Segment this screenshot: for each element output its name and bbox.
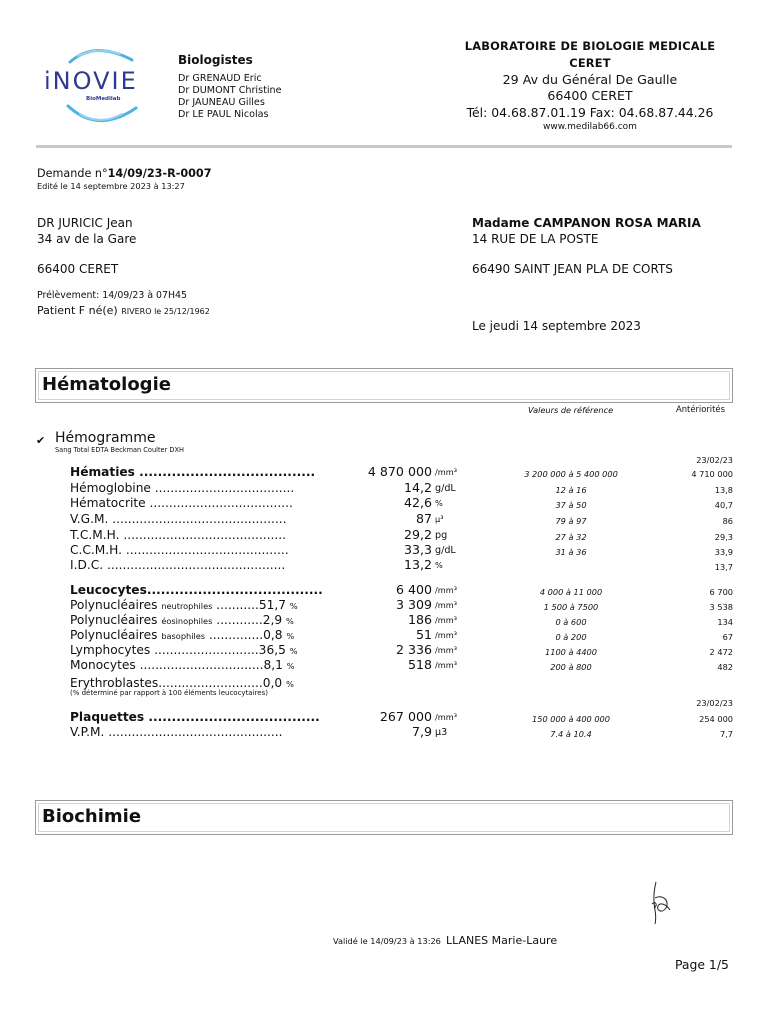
patient-name: Madame CAMPANON ROSA MARIA	[472, 216, 701, 230]
row-value: 42,6	[403, 495, 432, 510]
patient-street: 14 RUE DE LA POSTE	[472, 232, 599, 246]
row-unit: g/dL	[435, 483, 456, 494]
page-number: Page 1/5	[675, 957, 729, 972]
row-ref: 27 à 32	[555, 532, 587, 542]
edited-date: Edité le 14 septembre 2023 à 13:27	[37, 181, 185, 191]
label-unit: %	[285, 616, 294, 626]
row-unit: µ3	[435, 727, 448, 738]
ref-header: Valeurs de référence	[528, 405, 614, 415]
row-value: 14,2	[403, 480, 432, 495]
row-value: 2 336	[395, 642, 432, 657]
row-value: 29,2	[403, 527, 432, 542]
row-value: 186	[407, 612, 432, 627]
row-prior: 482	[717, 662, 733, 672]
label-sub: éosinophiles	[161, 616, 213, 626]
row-label: Hématocrite .....................................	[70, 496, 293, 510]
birth-detail: RIVERO le 25/12/1962	[121, 307, 210, 316]
row-prior: 7,7	[719, 729, 733, 739]
doctor-street: 34 av de la Gare	[37, 232, 137, 246]
label-unit: %	[286, 631, 295, 641]
row-prior: 13,7	[714, 562, 733, 572]
hemogram-title: Hémogramme	[55, 430, 156, 446]
patient-birth	[37, 304, 210, 317]
row-value: 267 000	[379, 709, 432, 724]
check-icon: ✔	[36, 434, 46, 447]
row-label: V.P.M. .............................................	[70, 725, 283, 739]
label-percent: ...........51,7	[216, 598, 287, 612]
row-prior: 67	[722, 632, 733, 642]
biochemistry-section-header	[35, 800, 733, 835]
signature-image	[644, 880, 678, 926]
lab-website: www.medilab66.com	[543, 122, 637, 132]
row-ref: 7.4 à 10.4	[550, 729, 592, 739]
row-value: 6 400	[395, 582, 432, 597]
request-label: Demande n°	[37, 167, 108, 180]
row-value: 13,2	[403, 557, 432, 572]
biologists-list	[178, 73, 282, 121]
row-unit: /mm³	[435, 467, 457, 477]
request-id: 14/09/23-R-0007	[107, 167, 212, 180]
row-label: T.C.M.H. ..........................................	[70, 528, 287, 542]
logo-brand: iNOVIE	[44, 67, 138, 95]
row-unit: /mm³	[435, 630, 457, 640]
label-percent: ............2,9	[216, 613, 283, 627]
row-unit: %	[435, 560, 443, 570]
row-ref: 12 à 16	[555, 485, 587, 495]
row-label: Hématies ......................................	[70, 465, 316, 479]
row-label	[70, 676, 294, 690]
label-main: Erythroblastes...........................0,0	[70, 676, 283, 690]
row-value: 87	[415, 511, 432, 526]
biologist-name: Dr DUMONT Christine	[178, 85, 282, 96]
row-label	[70, 613, 294, 627]
row-unit: g/dL	[435, 545, 456, 556]
row-prior: 3 538	[709, 602, 733, 612]
row-prior: 4 710 000	[691, 469, 733, 479]
row-label	[70, 628, 294, 642]
label-main: Monocytes ................................8,1	[70, 658, 283, 672]
report-date: Le jeudi 14 septembre 2023	[472, 319, 641, 333]
label-sub: neutrophiles	[161, 601, 213, 611]
doctor-city: 66400 CERET	[37, 262, 119, 276]
row-unit: /mm³	[435, 645, 457, 655]
row-label: V.G.M. .............................................	[70, 512, 287, 526]
request-number	[37, 167, 212, 180]
row-ref: 79 à 97	[555, 516, 587, 526]
row-ref: 4 000 à 11 000	[539, 587, 603, 597]
label-main: Polynucléaires	[70, 613, 158, 627]
lab-name-city: CERET	[569, 56, 611, 70]
row-value: 51	[415, 627, 432, 642]
row-prior: 13,8	[714, 485, 733, 495]
section-title: Hématologie	[42, 374, 171, 395]
row-value: 4 870 000	[367, 464, 432, 479]
label-unit: %	[286, 679, 294, 689]
row-unit: µ³	[435, 514, 444, 524]
row-unit: /mm³	[435, 615, 457, 625]
validator-name: LLANES Marie-Laure	[445, 934, 558, 947]
row-unit: /mm³	[435, 600, 457, 610]
row-label	[70, 658, 295, 672]
row-ref: 0 à 600	[555, 617, 587, 627]
row-label	[70, 598, 298, 612]
label-unit: %	[289, 646, 298, 656]
row-prior: 33,9	[714, 547, 733, 557]
row-prior: 254 000	[699, 714, 733, 724]
row-value: 33,3	[403, 542, 432, 557]
row-prior: 6 700	[709, 587, 733, 597]
lab-city: 66400 CERET	[547, 88, 633, 103]
patient-city: 66490 SAINT JEAN PLA DE CORTS	[472, 262, 673, 276]
prior-date: 23/02/23	[696, 455, 733, 465]
label-main: Lymphocytes ...........................36,5	[70, 643, 286, 657]
row-prior: 86	[722, 516, 733, 526]
hematology-section-header	[35, 368, 733, 403]
svg-text:BioMedilab: BioMedilab	[86, 96, 121, 102]
row-label: Hémoglobine ....................................	[70, 481, 295, 495]
row-ref: 1100 à 4400	[545, 647, 597, 657]
row-ref: 37 à 50	[555, 500, 587, 510]
row-ref: 200 à 800	[550, 662, 592, 672]
row-label: I.D.C. ..............................................	[70, 558, 286, 572]
lab-phone: Tél: 04.68.87.01.19 Fax: 04.68.87.44.26	[466, 105, 714, 120]
row-label: Plaquettes .....................................	[70, 710, 320, 724]
row-label: Leucocytes......................................	[70, 583, 323, 597]
row-label: C.C.M.H. ..........................................	[70, 543, 289, 557]
row-unit: /mm³	[435, 585, 457, 595]
prior-header: Antériorités	[676, 404, 725, 414]
label-unit: %	[289, 601, 298, 611]
row-value: 7,9	[411, 724, 432, 739]
doctor-name: DR JURICIC Jean	[37, 216, 133, 230]
row-unit: /mm³	[435, 712, 457, 722]
row-value: 518	[407, 657, 432, 672]
section-title: Biochimie	[42, 806, 142, 827]
label-unit: %	[286, 661, 295, 671]
row-ref: 0 à 200	[555, 632, 587, 642]
row-label	[70, 643, 297, 657]
lab-street: 29 Av du Général De Gaulle	[502, 72, 678, 87]
biologist-name: Dr GRENAUD Eric	[178, 73, 262, 84]
inovie-logo	[40, 42, 162, 130]
prior-date: 23/02/23	[696, 698, 733, 708]
row-note: (% déterminé par rapport à 100 éléments leucocytaires)	[70, 689, 268, 697]
row-ref: 1 500 à 7500	[543, 602, 599, 612]
row-prior: 29,3	[714, 532, 733, 542]
row-ref: 3 200 000 à 5 400 000	[524, 469, 618, 479]
label-sub: basophiles	[161, 631, 206, 641]
lab-name: LABORATOIRE DE BIOLOGIE MEDICALE	[464, 39, 716, 53]
row-ref: 31 à 36	[555, 547, 587, 557]
row-prior: 134	[717, 617, 733, 627]
row-value: 3 309	[395, 597, 432, 612]
row-unit: %	[435, 498, 443, 508]
hemogram-method: Sang Total EDTA Beckman Coulter DXH	[55, 446, 184, 454]
validation-date: Validé le 14/09/23 à 13:26	[333, 936, 441, 946]
sample-date: Prélèvement: 14/09/23 à 07H45	[37, 290, 187, 301]
row-ref: 150 000 à 400 000	[532, 714, 610, 724]
birth-prefix: Patient F né(e)	[37, 304, 118, 317]
row-unit: /mm³	[435, 660, 457, 670]
biologist-name: Dr JAUNEAU Gilles	[178, 97, 265, 108]
header-divider	[36, 145, 732, 148]
label-main: Polynucléaires	[70, 628, 158, 642]
validation-line	[333, 929, 557, 948]
biologist-name: Dr LE PAUL Nicolas	[178, 109, 269, 120]
row-prior: 40,7	[714, 500, 733, 510]
lab-address-block	[430, 38, 750, 134]
row-unit: pg	[435, 530, 448, 541]
label-main: Polynucléaires	[70, 598, 158, 612]
biologists-title: Biologistes	[178, 53, 253, 67]
label-percent: ..............0,8	[208, 628, 283, 642]
row-prior: 2 472	[709, 647, 733, 657]
